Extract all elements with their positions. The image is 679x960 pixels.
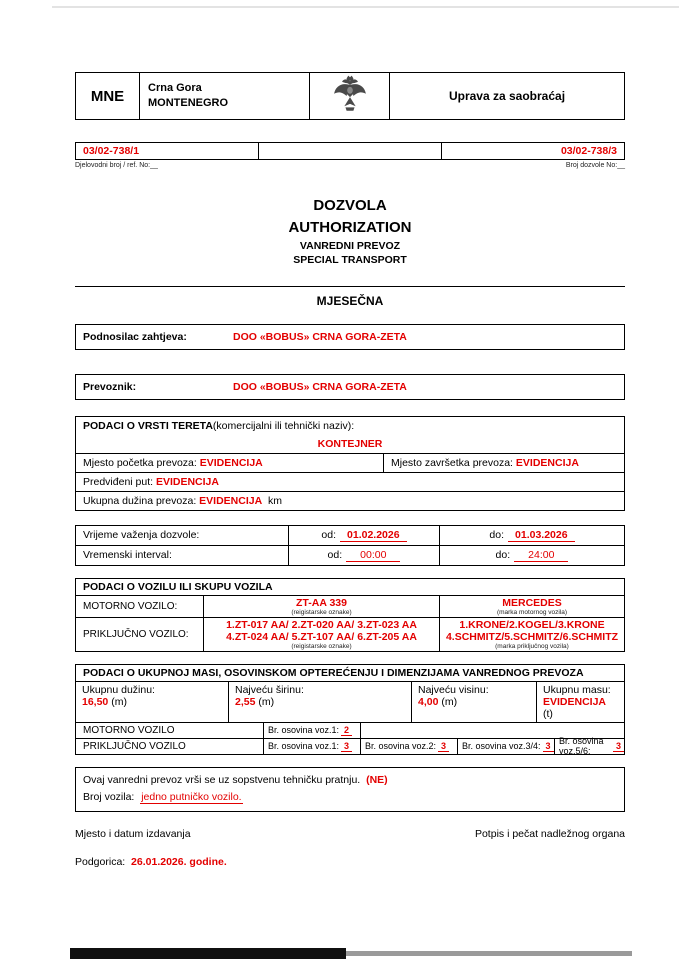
reference-captions xyxy=(75,162,625,169)
motor-axle-cell xyxy=(264,723,361,738)
trailer-vehicle-row xyxy=(76,618,624,651)
scan-artifact-bar-black xyxy=(70,948,346,959)
period-label: MJESEČNA xyxy=(316,293,384,308)
issuing-place: Podgorica: xyxy=(75,856,126,869)
scan-artifact-bar-gray xyxy=(346,951,632,956)
cargo-route-row xyxy=(76,473,624,492)
motor-brand-cell xyxy=(440,596,624,617)
dimensions-header: PODACI O UKUPNOJ MASI, OSOVINSKOM OPTEREĆENJU I DIMENZIJAMA VANREDNOG PREVOZA xyxy=(76,665,624,682)
cargo-distance-value: EVIDENCIJA xyxy=(199,494,263,507)
trailer-axle-cell-1 xyxy=(264,739,361,754)
reference-number-row xyxy=(75,142,625,160)
trailer-axle-cell-3 xyxy=(458,739,555,754)
validity-period-label: Vrijeme važenja dozvole: xyxy=(83,529,200,542)
country-name-english: MONTENEGRO xyxy=(148,97,229,109)
trailer-brand-line1: 1.KRONE/2.KOGEL/3.KRONE xyxy=(459,618,605,631)
cargo-end-label: Mjesto završetka prevoza: xyxy=(391,456,513,469)
validity-from-cell xyxy=(288,526,439,545)
axle-label: Br. osovina voz.5/6: xyxy=(559,736,604,757)
cargo-distance-row xyxy=(76,492,624,510)
axle-value: 3 xyxy=(341,741,352,752)
dimension-unit: (m) xyxy=(111,695,127,708)
escort-vehicles-value: jedno putničko vozilo. xyxy=(141,790,242,803)
dimension-label: Najveću visinu: xyxy=(418,683,489,696)
dimension-value: EVIDENCIJA xyxy=(543,695,607,708)
document-header xyxy=(75,72,625,120)
plates-caption: (reigistarske oznake) xyxy=(291,608,352,616)
period-block xyxy=(75,286,625,310)
cargo-header-bold: PODACI O VRSTI TERETA xyxy=(83,419,213,432)
motor-axles-row-label: MOTORNO VOZILO xyxy=(76,723,264,738)
validity-section xyxy=(75,525,625,566)
escort-statement-line xyxy=(83,772,617,789)
valid-from-date: 01.02.2026 xyxy=(340,529,407,542)
escort-vehicles-label: Broj vozila: xyxy=(83,790,135,803)
motor-brand-caption: (marka motornog vozila) xyxy=(496,608,568,616)
cargo-start-value: EVIDENCIJA xyxy=(199,456,263,469)
dimension-unit: (t) xyxy=(543,707,553,720)
dimension-height xyxy=(411,682,536,722)
cargo-section xyxy=(75,416,625,511)
cargo-name-row xyxy=(76,435,624,454)
axle-label: Br. osovina voz.1: xyxy=(268,741,340,752)
cargo-start-label: Mjesto početka prevoza: xyxy=(83,456,197,469)
escort-vehicles-line xyxy=(83,789,617,806)
valid-to-date: 01.03.2026 xyxy=(508,529,575,542)
dimensions-columns xyxy=(76,682,624,723)
place-date-line xyxy=(75,856,625,868)
trailer-plates-line1: 1.ZT-017 AA/ 2.ZT-020 AA/ 3.ZT-023 AA xyxy=(226,618,417,631)
trailer-brand-line2: 4.SCHMITZ/5.SCHMITZ/6.SCHMITZ xyxy=(445,630,619,643)
time-interval-label: Vremenski interval: xyxy=(83,549,172,562)
cargo-end-value: EVIDENCIJA xyxy=(515,456,579,469)
motor-plates-cell xyxy=(204,596,440,617)
dimension-value: 4,00 xyxy=(418,695,439,708)
footer-labels xyxy=(75,828,625,840)
trailer-axle-cell-2 xyxy=(361,739,458,754)
axle-label: Br. osovina voz.1: xyxy=(268,725,340,736)
validity-period-row xyxy=(76,526,624,546)
country-name-local: Crna Gora xyxy=(148,82,202,95)
validity-to-cell xyxy=(439,526,624,545)
dimension-mass xyxy=(536,682,624,722)
time-interval-row xyxy=(76,546,624,565)
carrier-value: DOO «BOBUS» CRNA GORA-ZETA xyxy=(233,380,407,393)
country-name-block xyxy=(140,73,310,119)
cargo-name: KONTEJNER xyxy=(317,437,383,450)
cargo-header-row xyxy=(76,417,624,435)
vehicle-section xyxy=(75,578,625,652)
axle-label: Br. osovina voz.2: xyxy=(365,741,437,752)
interval-to-time: 24:00 xyxy=(514,549,568,562)
motor-brand: MERCEDES xyxy=(502,596,562,609)
vehicle-section-header: PODACI O VOZILU ILI SKUPU VOZILA xyxy=(76,579,624,596)
interval-from-time: 00:00 xyxy=(346,549,400,562)
title-english: AUTHORIZATION xyxy=(288,218,412,236)
from-label: od: xyxy=(327,549,343,562)
ref-number-left-cell xyxy=(76,143,258,159)
trailer-plates-cell xyxy=(204,618,440,651)
cargo-route-value: EVIDENCIJA xyxy=(155,475,219,488)
dimension-width xyxy=(228,682,411,722)
cargo-places-row xyxy=(76,454,624,473)
motor-plates: ZT-AA 339 xyxy=(296,596,347,609)
to-label: do: xyxy=(495,549,511,562)
applicant-box xyxy=(75,324,625,350)
trailer-plates-line2: 4.ZT-024 AA/ 5.ZT-107 AA/ 6.ZT-205 AA xyxy=(226,630,417,643)
interval-from-cell xyxy=(288,546,439,565)
axle-value: 2 xyxy=(341,725,352,736)
trailer-axles-row-label: PRIKLJUČNO VOZILO xyxy=(76,739,264,754)
ref-number-caption: Djelovodni broj / ref. No:__ xyxy=(75,162,158,169)
dimension-label: Ukupnu dužinu: xyxy=(82,683,155,696)
cargo-start-cell xyxy=(76,454,383,472)
axle-value: 3 xyxy=(438,741,449,752)
permit-number: 03/02-738/3 xyxy=(560,145,617,157)
carrier-box xyxy=(75,374,625,400)
dimensions-section xyxy=(75,664,625,755)
motor-vehicle-row xyxy=(76,596,624,618)
issuing-date: 26.01.2026. godine. xyxy=(131,856,227,869)
dimension-value: 16,50 xyxy=(82,695,109,708)
subtitle-english: SPECIAL TRANSPORT xyxy=(293,254,407,267)
interval-to-cell xyxy=(439,546,624,565)
cargo-distance-unit: km xyxy=(268,494,283,507)
cargo-distance-label: Ukupna dužina prevoza: xyxy=(83,494,197,507)
cargo-end-cell xyxy=(383,454,624,472)
cargo-header-rest: (komercijalni ili tehnički naziv): xyxy=(212,419,355,432)
motor-vehicle-label: MOTORNO VOZILO: xyxy=(76,596,204,617)
dimension-unit: (m) xyxy=(258,695,275,708)
dimension-unit: (m) xyxy=(441,695,458,708)
axle-label: Br. osovina voz.3/4: xyxy=(462,741,541,752)
carrier-label: Prevoznik: xyxy=(83,380,137,393)
permit-number-caption: Broj dozvole No:__ xyxy=(565,162,625,169)
trailer-vehicle-label: PRIKLJUČNO VOZILO: xyxy=(76,618,204,651)
country-code: MNE xyxy=(76,73,140,119)
trailer-axle-cell-4 xyxy=(555,736,624,757)
place-date-label: Mjesto i datum izdavanja xyxy=(75,828,191,841)
applicant-label: Podnosilac zahtjeva: xyxy=(83,330,187,343)
escort-section xyxy=(75,767,625,813)
issuing-authority: Uprava za saobraćaj xyxy=(448,89,566,103)
axle-value: 3 xyxy=(543,741,554,752)
permit-number-cell xyxy=(441,143,624,159)
trailer-brand-cell xyxy=(440,618,624,651)
trailer-brand-caption: (marka priključnog vozila) xyxy=(495,642,569,650)
coat-of-arms-icon xyxy=(310,73,390,119)
scan-artifact-top xyxy=(52,6,679,8)
cargo-route-label: Predviđeni put: xyxy=(83,475,154,488)
ref-number-left: 03/02-738/1 xyxy=(83,145,140,157)
to-label: do: xyxy=(489,529,505,542)
dimension-label: Ukupnu masu: xyxy=(543,683,611,696)
title-local: DOZVOLA xyxy=(313,197,387,214)
trailer-axles-row xyxy=(76,736,624,757)
axle-value: 3 xyxy=(613,741,624,752)
motor-axles-row xyxy=(76,723,624,739)
plates-caption: (reigistarske oznake) xyxy=(291,642,352,650)
from-label: od: xyxy=(321,529,337,542)
signature-label: Potpis i pečat nadležnog organa xyxy=(474,828,625,841)
dimension-label: Najveću širinu: xyxy=(235,683,304,696)
dimension-length xyxy=(76,682,228,722)
ref-number-middle-cell xyxy=(258,143,441,159)
dimension-value: 2,55 xyxy=(235,695,256,708)
escort-statement: Ovaj vanredni prevoz vrši se uz sopstvenu tehničku pratnju. xyxy=(83,773,361,786)
subtitle-local: VANREDNI PREVOZ xyxy=(299,239,401,252)
applicant-value: DOO «BOBUS» CRNA GORA-ZETA xyxy=(233,330,407,343)
title-block xyxy=(75,195,625,268)
escort-answer: (NE) xyxy=(366,773,388,786)
